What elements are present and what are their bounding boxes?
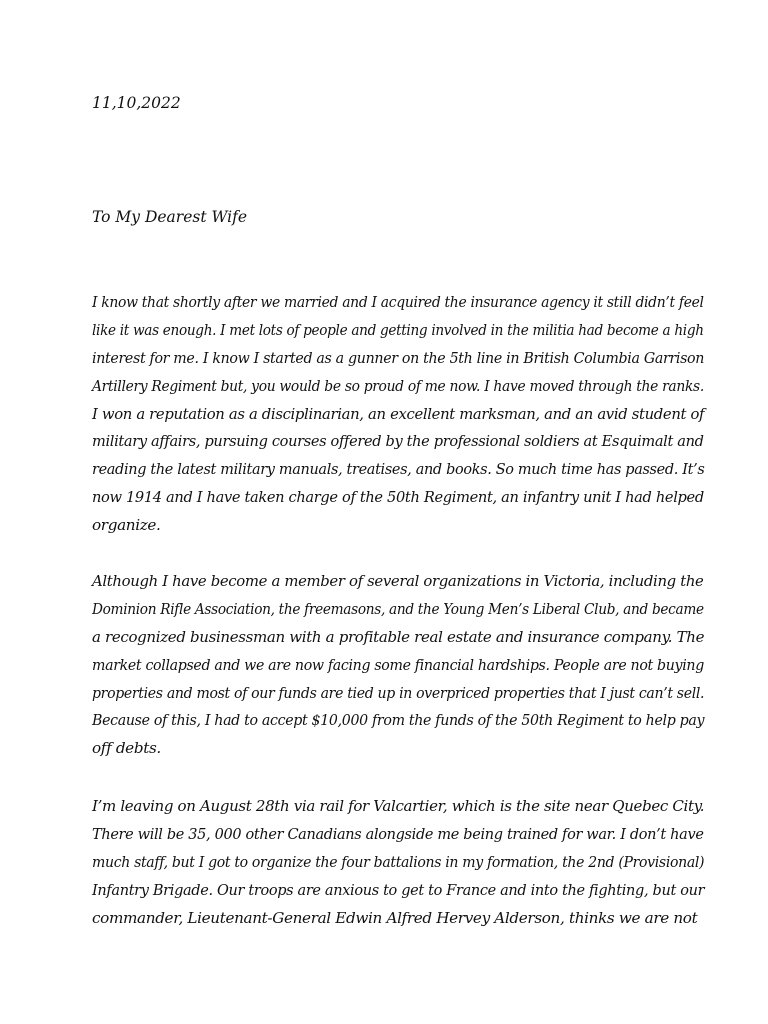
paragraph <box>92 568 732 763</box>
paragraph-line: Although I have become a member of several organizations in Victoria, including the <box>92 572 704 590</box>
paragraph-line: properties and most of our funds are tied up in overpriced properties that I just can’t sell. <box>92 683 705 702</box>
paragraph-line: Dominion Rifle Association, the freemasons, and the Young Men’s Liberal Club, and became <box>92 599 704 618</box>
paragraph-line: commander, Lieutenant-General Edwin Alfred Hervey Alderson, thinks we are not <box>92 908 698 927</box>
paragraph-line: Infantry Brigade. Our troops are anxious to get to France and into the fighting, but our <box>92 880 705 899</box>
paragraph-line: military affairs, pursuing courses offered by the professional soldiers at Esquimalt and <box>92 432 704 451</box>
paragraph-line: There will be 35, 000 other Canadians alongside me being trained for war. I don’t have <box>92 824 704 843</box>
paragraph-line: like it was enough. I met lots of people and getting involved in the militia had become a high <box>92 320 704 339</box>
paragraph-line: market collapsed and we are now facing some financial hardships. People are not buying <box>92 655 704 674</box>
paragraph-line: now 1914 and I have taken charge of the 50th Regiment, an infantry unit I had helped <box>92 488 704 507</box>
paragraph-line: much staff, but I got to organize the four battalions in my formation, the 2nd (Provisional) <box>92 852 705 871</box>
paragraph-line: Because of this, I had to accept $10,000 from the funds of the 50th Regiment to help pay <box>92 711 705 730</box>
paragraph-line: off debts. <box>92 739 161 758</box>
paragraph-line: interest for me. I know I started as a gunner on the 5th line in British Columbia Garrison <box>92 348 705 367</box>
paragraph-line: Artillery Regiment but, you would be so proud of me now. I have moved through the ranks. <box>92 376 704 395</box>
letter-date: 11,10,2022 <box>92 94 181 112</box>
paragraph-line: reading the latest military manuals, treatises, and books. So much time has passed. It’s <box>92 460 705 479</box>
paragraph-line: organize. <box>92 516 161 535</box>
paragraph <box>92 793 732 932</box>
letter-salutation: To My Dearest Wife <box>92 208 248 226</box>
paragraph-line: I’m leaving on August 28th via rail for Valcartier, which is the site near Quebec City. <box>92 797 705 815</box>
paragraph-line: I know that shortly after we married and I acquired the insurance agency it still didn’t feel <box>92 293 704 311</box>
paragraph-line: a recognized businessman with a profitable real estate and insurance company. The <box>92 627 705 646</box>
paragraph-line: I won a reputation as a disciplinarian, an excellent marksman, and an avid student of <box>92 404 705 423</box>
paragraph <box>92 289 732 540</box>
